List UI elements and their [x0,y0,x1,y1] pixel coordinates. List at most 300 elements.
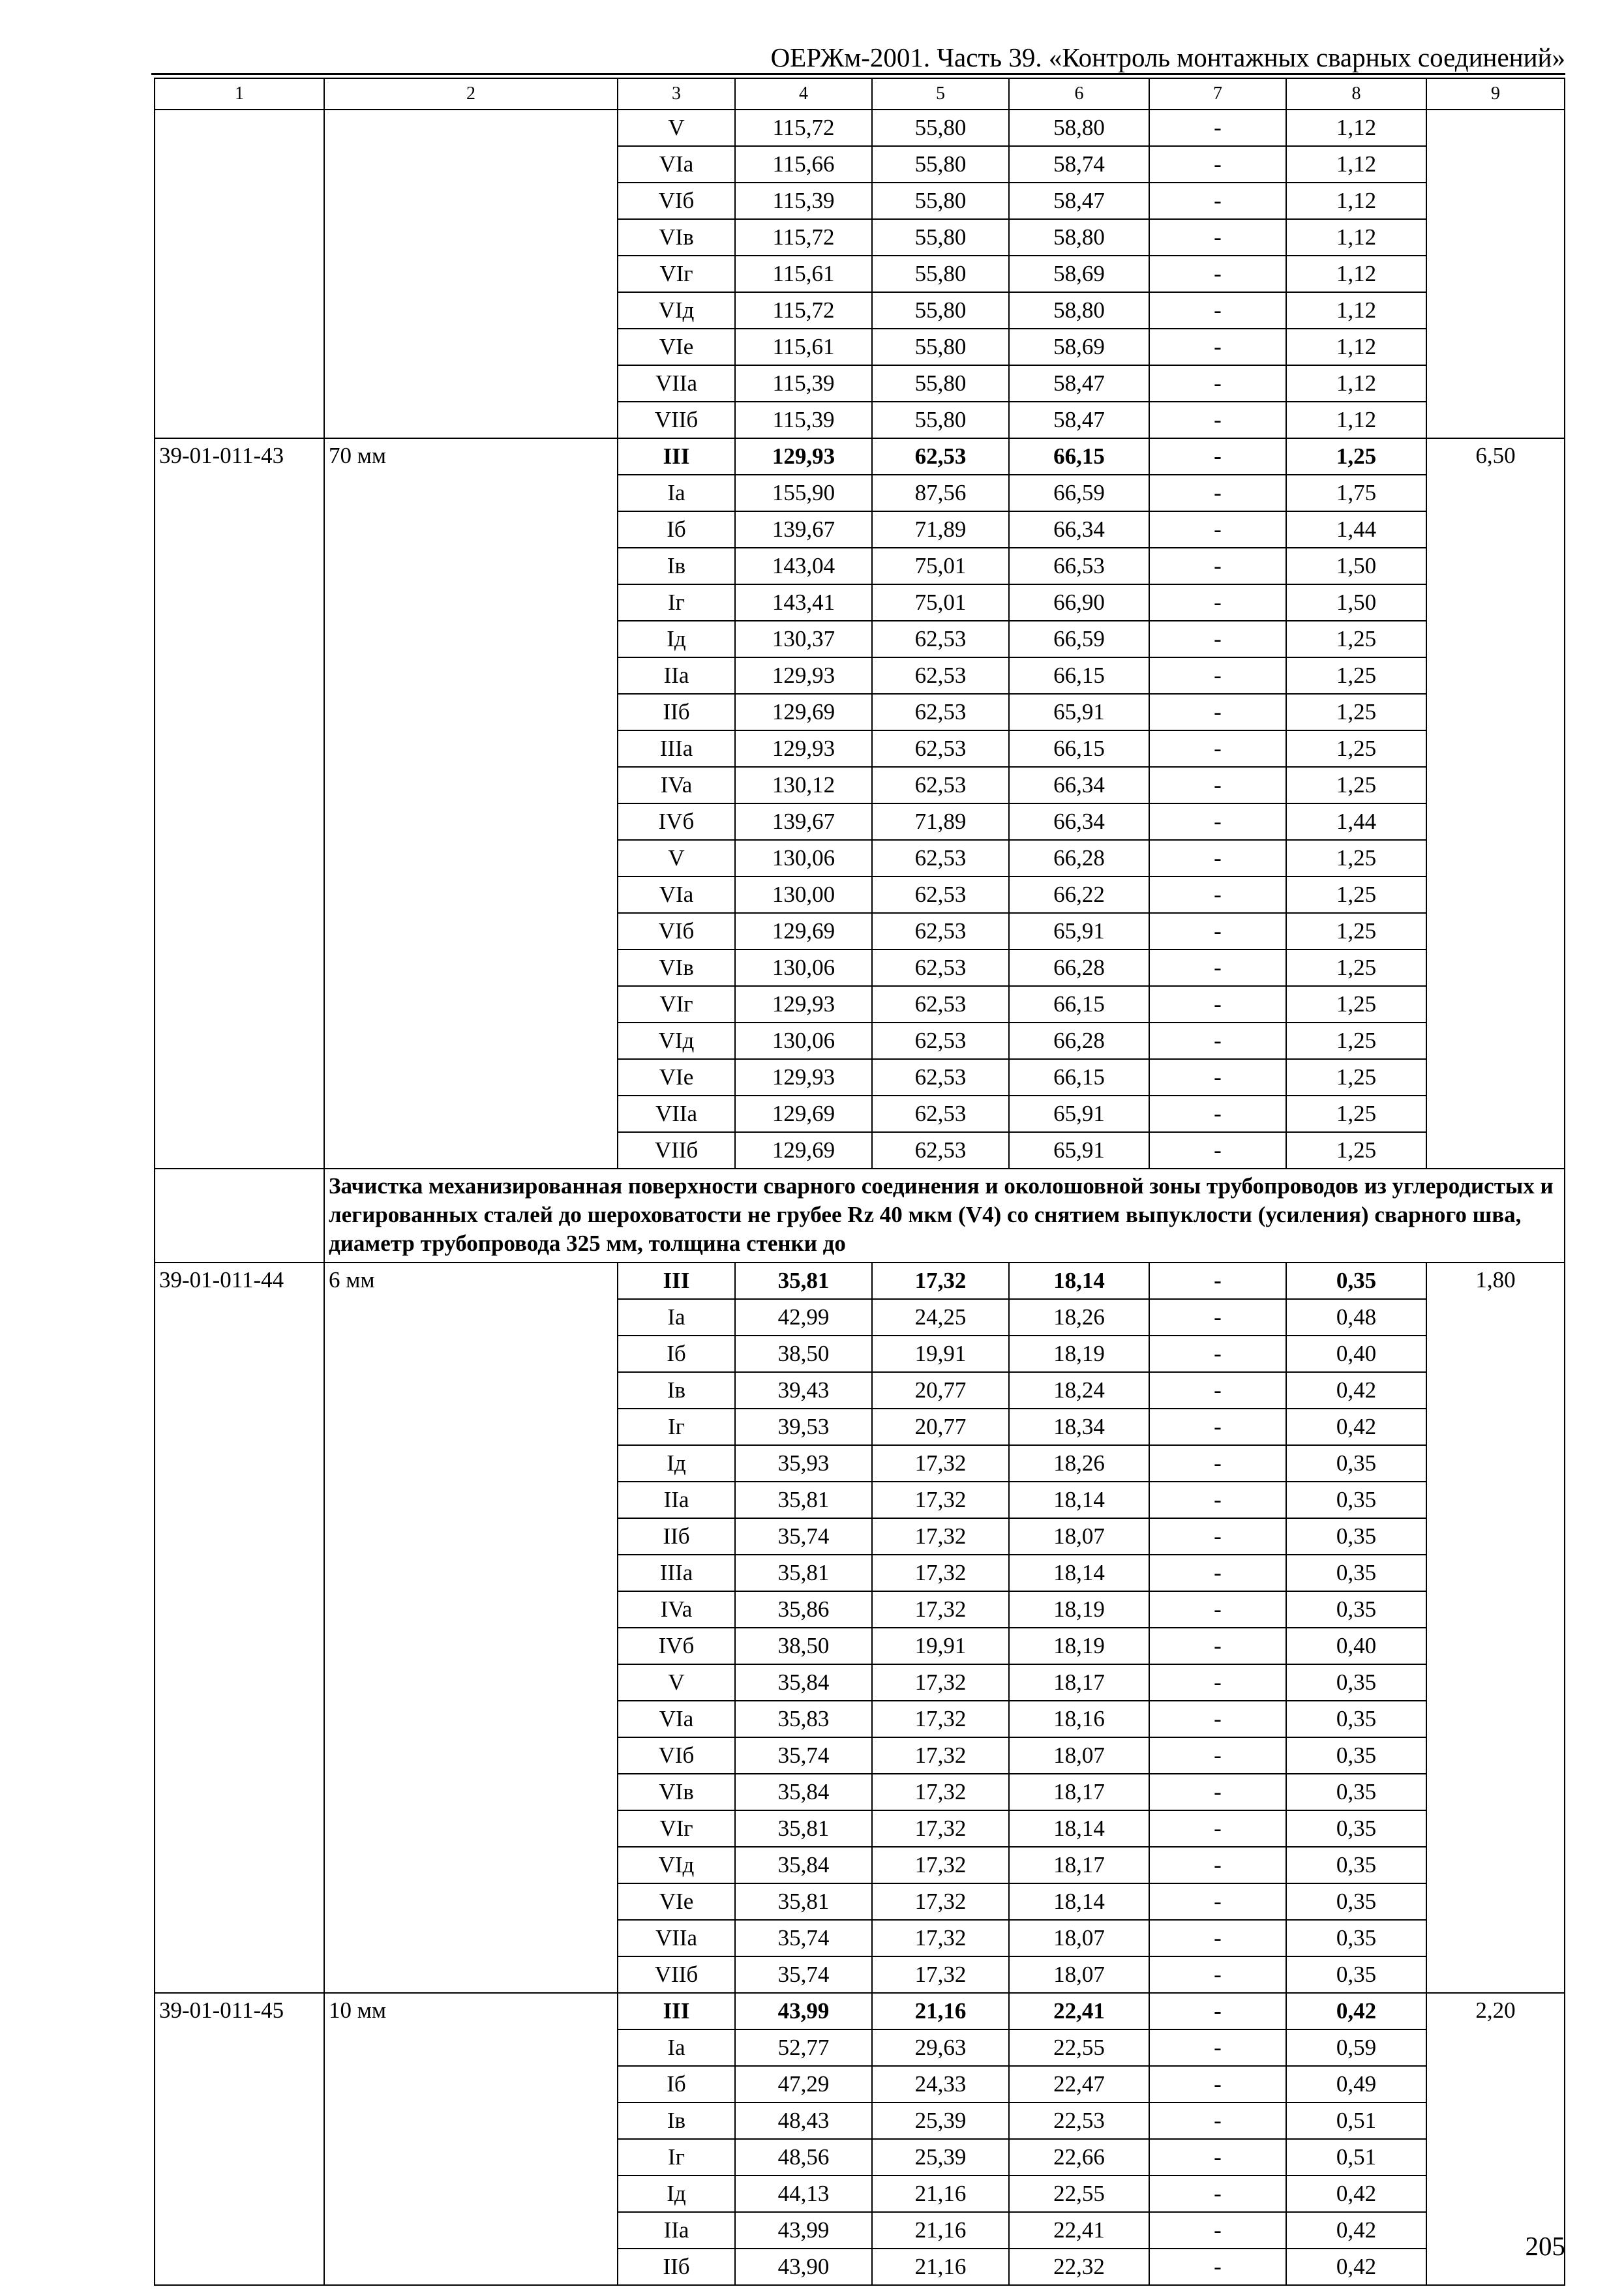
machine-cost-cell: 58,47 [1009,183,1149,219]
wage-cell: 25,39 [872,2139,1009,2176]
zone-cell: Iд [618,1445,735,1482]
wage-cell: 62,53 [872,1132,1009,1169]
total-cost-cell: 35,74 [735,1518,872,1555]
table-row [155,438,1565,475]
materials-cell: - [1149,1445,1286,1482]
labor-cell: 0,42 [1286,1993,1426,2029]
total-cost-cell: 115,61 [735,256,872,292]
labor-cell: 1,25 [1286,1096,1426,1132]
zone-cell: VIIa [618,1920,735,1956]
wage-cell: 62,53 [872,840,1009,876]
materials-cell: - [1149,183,1286,219]
zone-cell: III [618,1263,735,1299]
wage-cell: 62,53 [872,986,1009,1023]
materials-cell: - [1149,986,1286,1023]
materials-cell: - [1149,950,1286,986]
total-cost-cell: 44,13 [735,2176,872,2212]
zone-cell: VIIб [618,402,735,438]
machine-cost-cell: 18,07 [1009,1737,1149,1774]
wage-cell: 17,32 [872,1774,1009,1810]
labor-cell: 0,59 [1286,2029,1426,2066]
table-row [155,1993,1565,2029]
thickness-cell: 6 мм [324,1263,618,1993]
total-cost-cell: 43,99 [735,1993,872,2029]
total-cost-cell: 115,66 [735,146,872,183]
wage-cell: 62,53 [872,950,1009,986]
zone-cell: VIв [618,950,735,986]
zone-cell: VIг [618,1810,735,1847]
wage-cell: 62,53 [872,621,1009,657]
machine-cost-cell: 18,26 [1009,1445,1149,1482]
materials-cell: - [1149,1920,1286,1956]
machine-cost-cell: 58,47 [1009,402,1149,438]
column-number: 3 [618,78,735,110]
total-cost-cell: 139,67 [735,511,872,548]
labor-cell: 1,25 [1286,1023,1426,1059]
machine-cost-cell: 66,59 [1009,621,1149,657]
materials-cell: - [1149,1336,1286,1372]
machine-cost-cell: 66,15 [1009,986,1149,1023]
machine-cost-cell: 58,80 [1009,219,1149,256]
total-cost-cell: 42,99 [735,1299,872,1336]
wage-cell: 55,80 [872,329,1009,365]
coefficient-cell: 1,80 [1426,1263,1565,1993]
machine-cost-cell: 22,55 [1009,2176,1149,2212]
labor-cell: 0,35 [1286,1664,1426,1701]
wage-cell: 24,33 [872,2066,1009,2102]
total-cost-cell: 129,93 [735,986,872,1023]
machine-cost-cell: 22,47 [1009,2066,1149,2102]
machine-cost-cell: 66,34 [1009,803,1149,840]
total-cost-cell: 52,77 [735,2029,872,2066]
zone-cell: V [618,840,735,876]
zone-cell: IIa [618,657,735,694]
zone-cell: VIIa [618,365,735,402]
wage-cell: 55,80 [872,146,1009,183]
labor-cell: 0,35 [1286,1737,1426,1774]
zone-cell: III [618,1993,735,2029]
total-cost-cell: 43,99 [735,2212,872,2249]
materials-cell: - [1149,1263,1286,1299]
materials-cell: - [1149,1664,1286,1701]
zone-cell: IVa [618,767,735,803]
column-number-row [155,78,1565,110]
zone-cell: IVa [618,1591,735,1628]
machine-cost-cell: 65,91 [1009,1096,1149,1132]
wage-cell: 19,91 [872,1336,1009,1372]
total-cost-cell: 35,74 [735,1737,872,1774]
zone-cell: Iб [618,2066,735,2102]
wage-cell: 62,53 [872,1023,1009,1059]
labor-cell: 1,12 [1286,402,1426,438]
labor-cell: 1,12 [1286,365,1426,402]
column-number: 8 [1286,78,1426,110]
zone-cell: Iг [618,1409,735,1445]
labor-cell: 0,35 [1286,1810,1426,1847]
total-cost-cell: 35,74 [735,1920,872,1956]
machine-cost-cell: 18,17 [1009,1774,1149,1810]
table-row [155,1263,1565,1299]
total-cost-cell: 129,69 [735,1096,872,1132]
total-cost-cell: 48,56 [735,2139,872,2176]
labor-cell: 1,25 [1286,840,1426,876]
labor-cell: 1,50 [1286,548,1426,584]
materials-cell: - [1149,475,1286,511]
page-number: 205 [1525,2231,1565,2261]
materials-cell: - [1149,1409,1286,1445]
machine-cost-cell: 18,07 [1009,1956,1149,1993]
total-cost-cell: 48,43 [735,2102,872,2139]
column-number: 7 [1149,78,1286,110]
labor-cell: 1,25 [1286,438,1426,475]
total-cost-cell: 130,37 [735,621,872,657]
wage-cell: 17,32 [872,1883,1009,1920]
materials-cell: - [1149,2066,1286,2102]
materials-cell: - [1149,110,1286,146]
labor-cell: 0,42 [1286,2249,1426,2285]
rates-table [154,78,1565,2286]
machine-cost-cell: 22,53 [1009,2102,1149,2139]
total-cost-cell: 35,93 [735,1445,872,1482]
materials-cell: - [1149,1737,1286,1774]
zone-cell: Ia [618,475,735,511]
materials-cell: - [1149,329,1286,365]
total-cost-cell: 129,93 [735,1059,872,1096]
labor-cell: 0,35 [1286,1920,1426,1956]
zone-cell: VIб [618,1737,735,1774]
machine-cost-cell: 66,28 [1009,840,1149,876]
table-row [155,110,1565,146]
labor-cell: 0,35 [1286,1555,1426,1591]
code-cell [155,110,324,438]
materials-cell: - [1149,1096,1286,1132]
zone-cell: VIд [618,292,735,329]
machine-cost-cell: 18,19 [1009,1628,1149,1664]
column-number: 9 [1426,78,1565,110]
total-cost-cell: 35,74 [735,1956,872,1993]
materials-cell: - [1149,767,1286,803]
zone-cell: V [618,110,735,146]
section-heading: Зачистка механизированная поверхности сварного соединения и околошовной зоны трубопроводов из углеродистых и легированных сталей до шероховатости не грубее Rz 40 мкм (V4) со снятием выпуклости (усиления) сварного шва, диаметр трубопровода 325 мм, толщина стенки до [324,1169,1565,1263]
total-cost-cell: 38,50 [735,1628,872,1664]
zone-cell: VIд [618,1847,735,1883]
zone-cell: IIa [618,2212,735,2249]
materials-cell: - [1149,657,1286,694]
materials-cell: - [1149,146,1286,183]
wage-cell: 17,32 [872,1591,1009,1628]
total-cost-cell: 130,00 [735,876,872,913]
labor-cell: 0,40 [1286,1628,1426,1664]
machine-cost-cell: 22,41 [1009,1993,1149,2029]
labor-cell: 0,42 [1286,1372,1426,1409]
wage-cell: 75,01 [872,584,1009,621]
total-cost-cell: 115,61 [735,329,872,365]
materials-cell: - [1149,1847,1286,1883]
materials-cell: - [1149,1482,1286,1518]
wage-cell: 17,32 [872,1664,1009,1701]
zone-cell: VIв [618,1774,735,1810]
labor-cell: 0,42 [1286,2212,1426,2249]
materials-cell: - [1149,1132,1286,1169]
machine-cost-cell: 66,90 [1009,584,1149,621]
total-cost-cell: 129,69 [735,1132,872,1169]
machine-cost-cell: 66,53 [1009,548,1149,584]
labor-cell: 1,25 [1286,950,1426,986]
wage-cell: 55,80 [872,402,1009,438]
machine-cost-cell: 66,59 [1009,475,1149,511]
total-cost-cell: 129,93 [735,730,872,767]
thickness-cell: 10 мм [324,1993,618,2285]
wage-cell: 17,32 [872,1956,1009,1993]
machine-cost-cell: 66,15 [1009,438,1149,475]
wage-cell: 55,80 [872,256,1009,292]
coefficient-cell: 6,50 [1426,438,1565,1169]
labor-cell: 0,35 [1286,1774,1426,1810]
materials-cell: - [1149,1591,1286,1628]
materials-cell: - [1149,2139,1286,2176]
materials-cell: - [1149,694,1286,730]
total-cost-cell: 139,67 [735,803,872,840]
wage-cell: 62,53 [872,1059,1009,1096]
labor-cell: 0,35 [1286,1445,1426,1482]
machine-cost-cell: 58,47 [1009,365,1149,402]
labor-cell: 0,35 [1286,1263,1426,1299]
machine-cost-cell: 18,14 [1009,1555,1149,1591]
zone-cell: IVб [618,1628,735,1664]
header-rule [151,73,1565,75]
machine-cost-cell: 58,74 [1009,146,1149,183]
column-number: 4 [735,78,872,110]
labor-cell: 0,35 [1286,1482,1426,1518]
machine-cost-cell: 18,34 [1009,1409,1149,1445]
column-number: 5 [872,78,1009,110]
column-number: 2 [324,78,618,110]
zone-cell: VIг [618,986,735,1023]
wage-cell: 55,80 [872,219,1009,256]
materials-cell: - [1149,2212,1286,2249]
labor-cell: 0,51 [1286,2139,1426,2176]
materials-cell: - [1149,621,1286,657]
zone-cell: Ia [618,2029,735,2066]
labor-cell: 0,49 [1286,2066,1426,2102]
labor-cell: 1,25 [1286,657,1426,694]
total-cost-cell: 35,84 [735,1847,872,1883]
total-cost-cell: 47,29 [735,2066,872,2102]
labor-cell: 1,25 [1286,876,1426,913]
materials-cell: - [1149,584,1286,621]
total-cost-cell: 115,39 [735,365,872,402]
zone-cell: Iд [618,621,735,657]
zone-cell: VIб [618,913,735,950]
zone-cell: IIa [618,1482,735,1518]
materials-cell: - [1149,1023,1286,1059]
machine-cost-cell: 18,14 [1009,1810,1149,1847]
wage-cell: 62,53 [872,657,1009,694]
zone-cell: IIб [618,694,735,730]
materials-cell: - [1149,1810,1286,1847]
total-cost-cell: 129,69 [735,694,872,730]
code-cell: 39-01-011-43 [155,438,324,1169]
machine-cost-cell: 22,41 [1009,2212,1149,2249]
zone-cell: VIa [618,876,735,913]
machine-cost-cell: 18,14 [1009,1883,1149,1920]
materials-cell: - [1149,840,1286,876]
wage-cell: 17,32 [872,1445,1009,1482]
labor-cell: 0,42 [1286,2176,1426,2212]
zone-cell: III [618,438,735,475]
labor-cell: 1,25 [1286,621,1426,657]
materials-cell: - [1149,365,1286,402]
zone-cell: Iв [618,2102,735,2139]
labor-cell: 1,12 [1286,256,1426,292]
total-cost-cell: 130,06 [735,1023,872,1059]
total-cost-cell: 35,81 [735,1263,872,1299]
machine-cost-cell: 66,15 [1009,1059,1149,1096]
wage-cell: 24,25 [872,1299,1009,1336]
wage-cell: 17,32 [872,1555,1009,1591]
materials-cell: - [1149,219,1286,256]
wage-cell: 55,80 [872,183,1009,219]
total-cost-cell: 130,06 [735,840,872,876]
machine-cost-cell: 66,15 [1009,730,1149,767]
zone-cell: Iб [618,1336,735,1372]
zone-cell: VIIб [618,1956,735,1993]
materials-cell: - [1149,1701,1286,1737]
code-cell: 39-01-011-44 [155,1263,324,1993]
labor-cell: 1,25 [1286,1059,1426,1096]
total-cost-cell: 39,43 [735,1372,872,1409]
zone-cell: VIIб [618,1132,735,1169]
machine-cost-cell: 22,55 [1009,2029,1149,2066]
zone-cell: VIIa [618,1096,735,1132]
materials-cell: - [1149,548,1286,584]
wage-cell: 17,32 [872,1920,1009,1956]
table-body [155,78,1565,2285]
section-heading-blank [155,1169,324,1263]
machine-cost-cell: 65,91 [1009,913,1149,950]
wage-cell: 75,01 [872,548,1009,584]
total-cost-cell: 35,81 [735,1555,872,1591]
labor-cell: 1,75 [1286,475,1426,511]
labor-cell: 1,25 [1286,986,1426,1023]
labor-cell: 0,35 [1286,1591,1426,1628]
total-cost-cell: 115,72 [735,110,872,146]
zone-cell: IIIa [618,730,735,767]
zone-cell: VIa [618,146,735,183]
materials-cell: - [1149,256,1286,292]
machine-cost-cell: 18,14 [1009,1482,1149,1518]
materials-cell: - [1149,2176,1286,2212]
thickness-cell [324,110,618,438]
total-cost-cell: 35,84 [735,1774,872,1810]
materials-cell: - [1149,438,1286,475]
machine-cost-cell: 18,14 [1009,1263,1149,1299]
zone-cell: Iг [618,584,735,621]
column-number: 1 [155,78,324,110]
labor-cell: 1,50 [1286,584,1426,621]
column-number: 6 [1009,78,1149,110]
zone-cell: VIв [618,219,735,256]
zone-cell: Iг [618,2139,735,2176]
machine-cost-cell: 18,17 [1009,1664,1149,1701]
machine-cost-cell: 22,66 [1009,2139,1149,2176]
materials-cell: - [1149,402,1286,438]
labor-cell: 0,42 [1286,1409,1426,1445]
machine-cost-cell: 18,24 [1009,1372,1149,1409]
labor-cell: 0,35 [1286,1518,1426,1555]
wage-cell: 55,80 [872,365,1009,402]
total-cost-cell: 35,81 [735,1482,872,1518]
labor-cell: 0,40 [1286,1336,1426,1372]
thickness-cell: 70 мм [324,438,618,1169]
wage-cell: 71,89 [872,511,1009,548]
materials-cell: - [1149,1299,1286,1336]
total-cost-cell: 35,86 [735,1591,872,1628]
total-cost-cell: 129,93 [735,438,872,475]
machine-cost-cell: 18,17 [1009,1847,1149,1883]
wage-cell: 21,16 [872,2249,1009,2285]
zone-cell: VIб [618,183,735,219]
coefficient-cell [1426,110,1565,438]
zone-cell: Iд [618,2176,735,2212]
total-cost-cell: 130,06 [735,950,872,986]
total-cost-cell: 38,50 [735,1336,872,1372]
wage-cell: 21,16 [872,1993,1009,2029]
total-cost-cell: 155,90 [735,475,872,511]
labor-cell: 1,12 [1286,146,1426,183]
materials-cell: - [1149,2249,1286,2285]
wage-cell: 62,53 [872,1096,1009,1132]
total-cost-cell: 129,69 [735,913,872,950]
machine-cost-cell: 66,28 [1009,1023,1149,1059]
wage-cell: 29,63 [872,2029,1009,2066]
machine-cost-cell: 58,80 [1009,292,1149,329]
coefficient-cell: 2,20 [1426,1993,1565,2285]
wage-cell: 21,16 [872,2212,1009,2249]
total-cost-cell: 130,12 [735,767,872,803]
zone-cell: VIд [618,1023,735,1059]
zone-cell: V [618,1664,735,1701]
materials-cell: - [1149,1956,1286,1993]
zone-cell: VIг [618,256,735,292]
code-cell: 39-01-011-45 [155,1993,324,2285]
wage-cell: 87,56 [872,475,1009,511]
total-cost-cell: 43,90 [735,2249,872,2285]
total-cost-cell: 129,93 [735,657,872,694]
wage-cell: 62,53 [872,730,1009,767]
materials-cell: - [1149,1774,1286,1810]
machine-cost-cell: 18,26 [1009,1299,1149,1336]
zone-cell: VIe [618,329,735,365]
machine-cost-cell: 66,34 [1009,767,1149,803]
wage-cell: 62,53 [872,767,1009,803]
labor-cell: 1,25 [1286,730,1426,767]
machine-cost-cell: 18,19 [1009,1591,1149,1628]
total-cost-cell: 115,39 [735,183,872,219]
materials-cell: - [1149,1518,1286,1555]
total-cost-cell: 115,72 [735,292,872,329]
machine-cost-cell: 66,15 [1009,657,1149,694]
materials-cell: - [1149,803,1286,840]
wage-cell: 17,32 [872,1482,1009,1518]
machine-cost-cell: 58,69 [1009,256,1149,292]
materials-cell: - [1149,2102,1286,2139]
zone-cell: IIб [618,1518,735,1555]
running-header: ОЕРЖм-2001. Часть 39. «Контроль монтажных сварных соединений» [770,42,1565,72]
zone-cell: IIIa [618,1555,735,1591]
total-cost-cell: 143,04 [735,548,872,584]
machine-cost-cell: 66,22 [1009,876,1149,913]
